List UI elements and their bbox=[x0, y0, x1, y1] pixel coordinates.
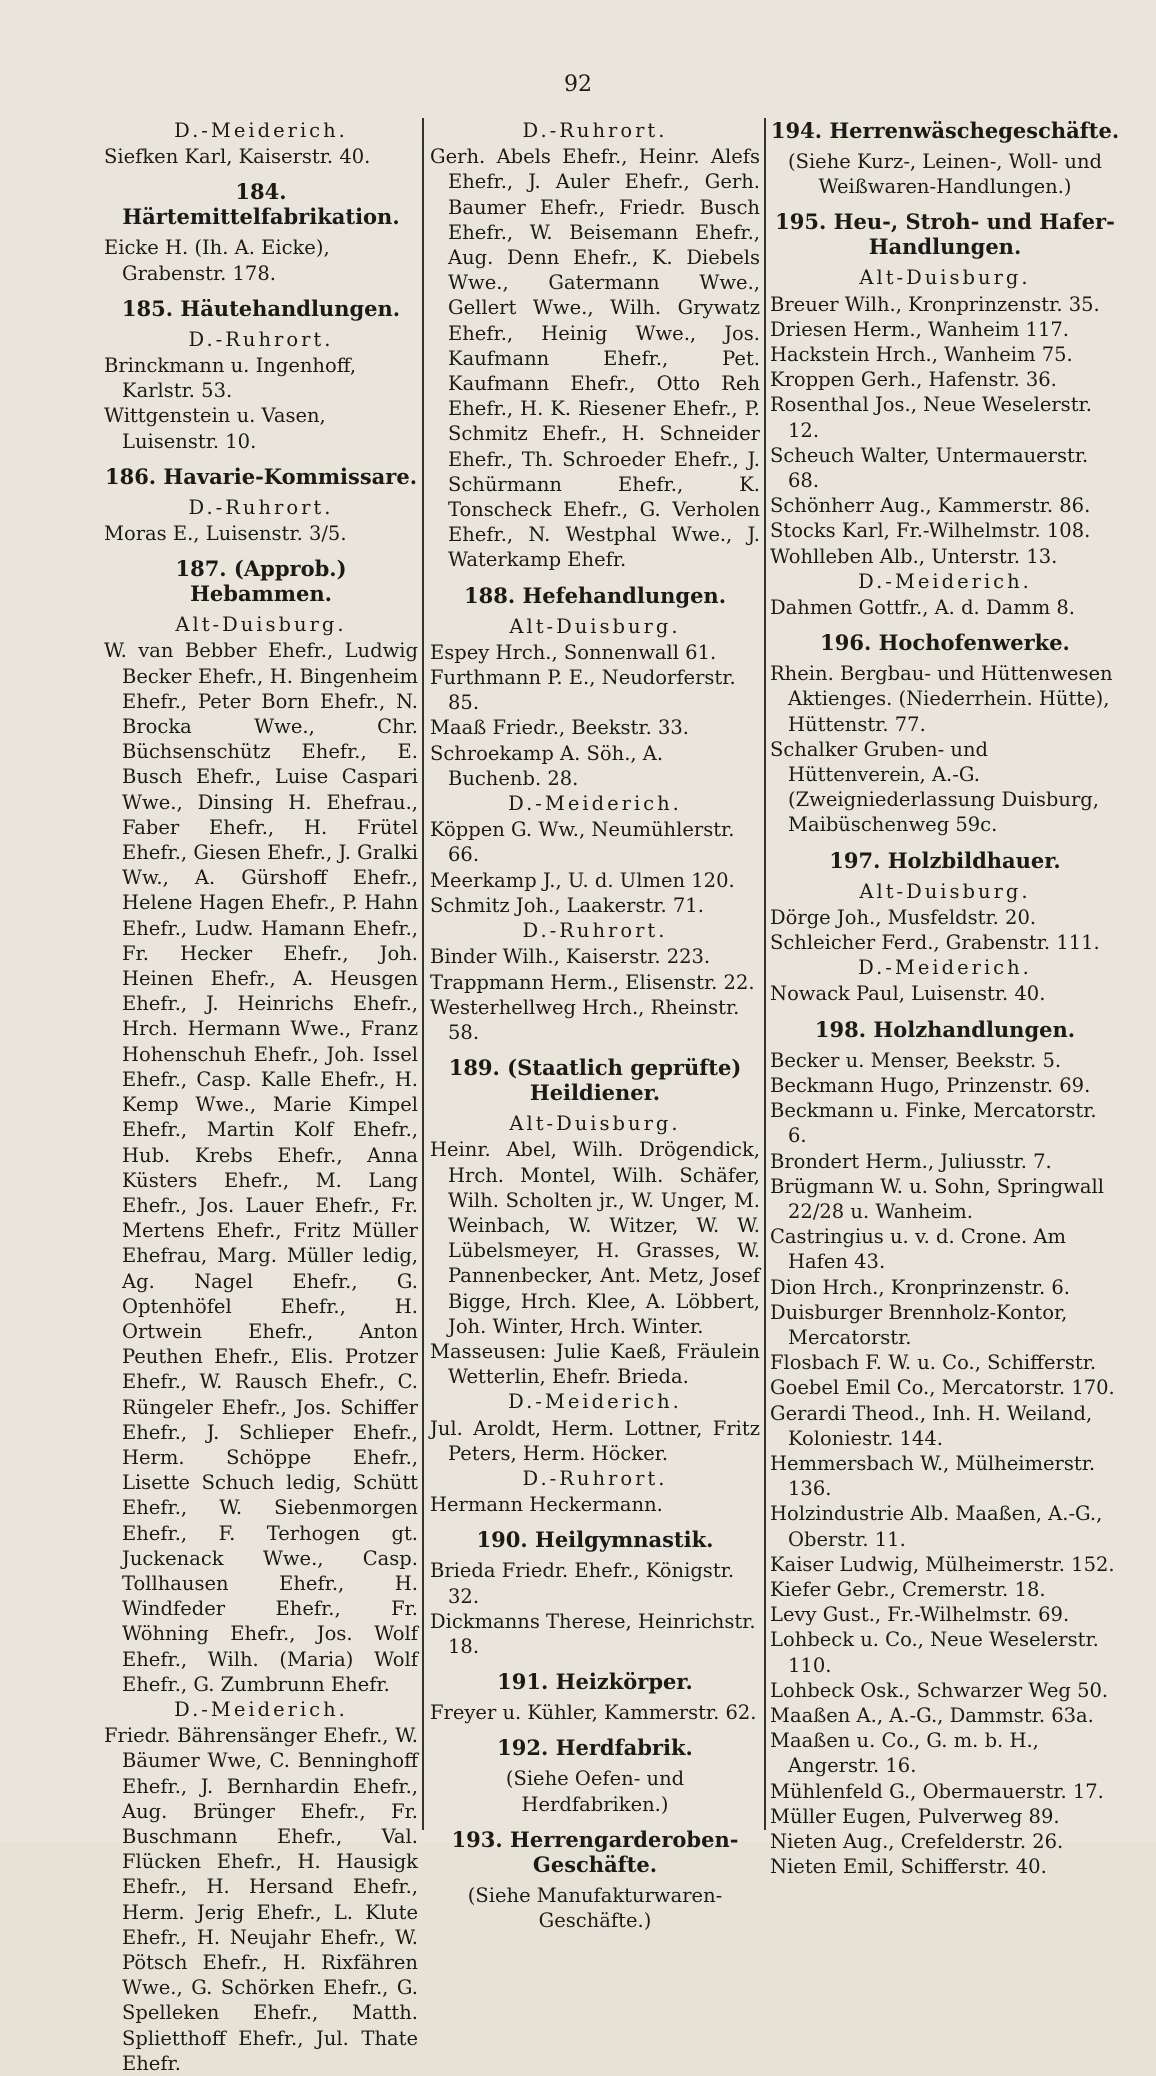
see-note: (Siehe Kurz-, Leinen-, Woll- und Weißwaren-Handlungen.) bbox=[787, 150, 1102, 199]
column-rule-right bbox=[764, 118, 766, 1830]
list-item: Beckmann Hugo, Prinzenstr. 69. bbox=[770, 1073, 1091, 1097]
section-heading-198: 198. Holzhandlungen. bbox=[814, 1016, 1076, 1042]
section-heading-190: 190. Heilgymnastik. bbox=[476, 1527, 714, 1553]
place-heading: D.-Ruhrort. bbox=[188, 495, 334, 519]
place-heading: Alt-Duisburg. bbox=[509, 1112, 681, 1136]
section-heading-196: 196. Hochofenwerke. bbox=[820, 630, 1070, 656]
list-item: Lohbeck Osk., Schwarzer Weg 50. bbox=[770, 1678, 1109, 1702]
list-item: Dörge Joh., Musfeldstr. 20. bbox=[770, 905, 1037, 929]
list-item: Nieten Aug., Crefelderstr. 26. bbox=[770, 1829, 1064, 1853]
place-heading: D.-Ruhrort. bbox=[522, 919, 668, 943]
list-item: Wohlleben Alb., Unterstr. 13. bbox=[770, 544, 1058, 568]
list-item: Lohbeck u. Co., Neue Weselerstr. 110. bbox=[770, 1628, 1099, 1677]
list-item: Holzindustrie Alb. Maaßen, A.-G., Oberstr. 11. bbox=[770, 1502, 1103, 1551]
section-heading-192: 192. Herdfabrik. bbox=[497, 1735, 693, 1761]
place-heading: Alt-Duisburg. bbox=[175, 613, 347, 637]
list-item: Castringius u. v. d. Crone. Am Hafen 43. bbox=[770, 1225, 1066, 1274]
paragraph: Masseusen: Julie Kaeß, Fräulein Wetterlin, Ehefr. Brieda. bbox=[430, 1339, 760, 1389]
place-heading: D.-Meiderich. bbox=[858, 569, 1032, 593]
paragraph: Heinr. Abel, Wilh. Drögendick, Hrch. Montel, Wilh. Schäfer, Wilh. Scholten jr., W. Unger, M. Weinbach, W. Witzer, W. W. Lübelsmeyer, H. Grasses, W. Pannenbecker, Ant. Metz, Josef Bigge, Hrch. Klee, A. Löbbert, Joh. Winter, Hrch. Winter. bbox=[430, 1138, 760, 1338]
list-item: Levy Gust., Fr.-Wilhelmstr. 69. bbox=[770, 1603, 1070, 1627]
list-item: Dahmen Gottfr., A. d. Damm 8. bbox=[770, 596, 1075, 620]
list-item: Schroekamp A. Söh., A. Buchenb. 28. bbox=[430, 741, 664, 790]
list-item: Stocks Karl, Fr.-Wilhelmstr. 108. bbox=[770, 519, 1091, 543]
list-item: Rhein. Bergbau- und Hüttenwesen Aktienges. (Niederrhein. Hütte), Hüttenstr. 77. bbox=[770, 662, 1113, 736]
section-heading-185: 185. Häutehandlungen. bbox=[121, 295, 401, 321]
place-heading: Alt-Duisburg. bbox=[859, 266, 1031, 290]
list-item: Mühlenfeld G., Obermauerstr. 17. bbox=[770, 1779, 1104, 1803]
section-heading-193: 193. Herrengarderoben-Geschäfte. bbox=[451, 1826, 739, 1877]
column-middle bbox=[430, 118, 760, 1933]
list-item: Schönherr Aug., Kammerstr. 86. bbox=[770, 494, 1091, 518]
column-rule-left bbox=[422, 118, 424, 1830]
list-item: Binder Wilh., Kaiserstr. 223. bbox=[430, 945, 711, 969]
list-item: Breuer Wilh., Kronprinzenstr. 35. bbox=[770, 292, 1100, 316]
see-note: (Siehe Manufakturwaren-Geschäfte.) bbox=[467, 1883, 723, 1932]
paragraph: Gerh. Abels Ehefr., Heinr. Alefs Ehefr., J. Auler Ehefr., Gerh. Baumer Ehefr., Friedr. Busch Ehefr., W. Beisemann Ehefr., Aug. Denn Ehefr., K. Diebels Wwe., Gatermann Wwe., Gellert Wwe., Wilh. Grywatz Ehefr., Heinig Wwe., Jos. Kaufmann Ehefr., Pet. Kaufmann Ehefr., Otto Reh Ehefr., H. K. Riesener Ehefr., P. Schmitz Ehefr., H. Schneider Ehefr., Th. Schroeder Ehefr., J. Schürmann Ehefr., K. Tonscheck Ehefr., G. Verholen Ehefr., N. Westphal Wwe., J. Waterkamp Ehefr. bbox=[430, 145, 760, 572]
list-item: Hackstein Hrch., Wanheim 75. bbox=[770, 343, 1073, 367]
list-item: Brieda Friedr. Ehefr., Königstr. 32. bbox=[430, 1559, 735, 1608]
section-heading-187: 187. (Approb.) Hebammen. bbox=[175, 556, 347, 607]
list-item: Köppen G. Ww., Neumühlerstr. 66. bbox=[430, 818, 735, 867]
section-heading-195: 195. Heu-, Stroh- und Hafer-Handlungen. bbox=[775, 209, 1115, 260]
list-item: Driesen Herm., Wanheim 117. bbox=[770, 317, 1069, 341]
list-item: Kiefer Gebr., Cremerstr. 18. bbox=[770, 1577, 1046, 1601]
place-heading: D.-Meiderich. bbox=[174, 119, 348, 142]
place-heading: Alt-Duisburg. bbox=[509, 614, 681, 638]
section-heading-189: 189. (Staatlich geprüfte) Heildiener. bbox=[448, 1055, 742, 1106]
list-item: Nowack Paul, Luisenstr. 40. bbox=[770, 982, 1046, 1006]
place-heading: D.-Ruhrort. bbox=[522, 119, 668, 142]
place-heading: D.-Meiderich. bbox=[174, 1697, 348, 1721]
place-heading: D.-Ruhrort. bbox=[188, 327, 334, 351]
list-item: Siefken Karl, Kaiserstr. 40. bbox=[104, 145, 371, 169]
section-heading-194: 194. Herrenwäschegeschäfte. bbox=[770, 118, 1120, 143]
page-number: 92 bbox=[564, 72, 592, 97]
list-item: Goebel Emil Co., Mercatorstr. 170. bbox=[770, 1376, 1115, 1400]
list-item: Schalker Gruben- und Hüttenverein, A.-G. (Zweigniederlassung Duisburg, Maibüschenweg 59c. bbox=[770, 737, 1099, 837]
list-item: Scheuch Walter, Untermauerstr. 68. bbox=[770, 443, 1089, 493]
list-item: Rosenthal Jos., Neue Weselerstr. 12. bbox=[770, 393, 1092, 442]
list-item: Dion Hrch., Kronprinzenstr. 6. bbox=[770, 1275, 1070, 1299]
place-heading: D.-Meiderich. bbox=[508, 1390, 682, 1414]
place-heading: D.-Meiderich. bbox=[508, 792, 682, 816]
list-item: Westerhellweg Hrch., Rheinstr. 58. bbox=[430, 995, 740, 1044]
section-heading-184: 184. Härtemittelfabrikation. bbox=[122, 179, 400, 230]
column-left bbox=[104, 118, 418, 2076]
list-item: Furthmann P. E., Neudorferstr. 85. bbox=[430, 666, 736, 715]
list-item: Trappmann Herm., Elisenstr. 22. bbox=[430, 970, 755, 994]
paragraph: W. van Bebber Ehefr., Ludwig Becker Ehefr., H. Bingenheim Ehefr., Peter Born Ehefr., N. Brocka Wwe., Chr. Büchsenschütz Ehefr., E. Busch Ehefr., Luise Caspari Wwe., Dinsing H. Ehefrau., Faber Ehefr., H. Frütel Ehefr., Giesen Ehefr., J. Gralki Ww., A. Gürshoff Ehefr., Helene Hagen Ehefr., P. Hahn Ehefr., Ludw. Hamann Ehefr., Fr. Hecker Ehefr., Joh. Heinen Ehefr., A. Heusgen Ehefr., J. Heinrichs Ehefr., Hrch. Hermann Wwe., Franz Hohenschuh Ehefr., Joh. Issel Ehefr., Casp. Kalle Ehefr., H. Kemp Wwe., Marie Kimpel Ehefr., Martin Kolf Ehefr., Hub. Krebs Ehefr., Anna Küsters Ehefr., M. Lang Ehefr., Jos. Lauer Ehefr., Fr. Mertens Ehefr., Fritz Müller Ehefrau, Marg. Müller ledig, Ag. Nagel Ehefr., G. Optenhöfel Ehefr., H. Ortwein Ehefr., Anton Peuthen Ehefr., Elis. Protzer Ehefr., W. Rausch Ehefr., C. Rüngeler Ehefr., Jos. Schiffer Ehefr., J. Schlieper Ehefr., Herm. Schöppe Ehefr., Lisette Schuch ledig, Schütt Ehefr., W. Siebenmorgen Ehefr., F. Terhogen gt. Juckenack Wwe., Casp. Tollhausen Ehefr., H. Windfeder Ehefr., Fr. Wöhning Ehefr., Jos. Wolf Ehefr., Wilh. (Maria) Wolf Ehefr., G. Zumbrunn Ehefr. bbox=[104, 639, 418, 1696]
list-item: Kroppen Gerh., Hafenstr. 36. bbox=[770, 368, 1057, 392]
list-item: Gerardi Theod., Inh. H. Weiland, Koloniestr. 144. bbox=[770, 1401, 1093, 1450]
place-heading: D.-Meiderich. bbox=[858, 956, 1032, 980]
list-item: Maaß Friedr., Beekstr. 33. bbox=[430, 716, 689, 740]
list-item: Eicke H. (Ih. A. Eicke), Grabenstr. 178. bbox=[104, 236, 330, 285]
section-heading-191: 191. Heizkörper. bbox=[497, 1669, 693, 1695]
list-item: Schleicher Ferd., Grabenstr. 111. bbox=[770, 931, 1100, 955]
list-item: Wittgenstein u. Vasen, Luisenstr. 10. bbox=[104, 404, 326, 453]
paragraph: Friedr. Bährensänger Ehefr., W. Bäumer Wwe, C. Benninghoff Ehefr., J. Bernhardin Ehefr., Aug. Brünger Ehefr., Fr. Buschmann Ehefr., Val. Flücken Ehefr., H. Hausigk Ehefr., H. Hersand Ehefr., Herm. Jerig Ehefr., L. Klute Ehefr., H. Neujahr Ehefr., W. Pötsch Ehefr., H. Rixfähren Wwe., G. Schörken Ehefr., G. Spelleken Ehefr., Matth. Splietthoff Ehefr., Jul. Thate Ehefr. bbox=[104, 1724, 418, 2075]
list-item: Dickmanns Therese, Heinrichstr. 18. bbox=[430, 1609, 756, 1658]
list-item: Beckmann u. Finke, Mercatorstr. 6. bbox=[770, 1099, 1097, 1148]
section-heading-197: 197. Holzbildhauer. bbox=[829, 847, 1061, 873]
list-item: Brinckmann u. Ingenhoff, Karlstr. 53. bbox=[104, 354, 357, 403]
list-item: Nieten Emil, Schifferstr. 40. bbox=[770, 1855, 1047, 1879]
list-item: Brügmann W. u. Sohn, Springwall 22/28 u. Wanheim. bbox=[770, 1174, 1104, 1223]
section-heading-188: 188. Hefehandlungen. bbox=[463, 582, 727, 608]
list-item: Hemmersbach W., Mülheimerstr. 136. bbox=[770, 1451, 1096, 1501]
list-item: Moras E., Luisenstr. 3/5. bbox=[104, 522, 347, 546]
holzhandlungen-list bbox=[770, 1048, 1120, 1880]
list-item: Duisburger Brennholz-Kontor, Mercatorstr. bbox=[770, 1300, 1068, 1349]
list-item: Kaiser Ludwig, Mülheimerstr. 152. bbox=[770, 1552, 1115, 1576]
list-item: Meerkamp J., U. d. Ulmen 120. bbox=[430, 868, 735, 892]
section-heading-186: 186. Havarie-Kommissare. bbox=[104, 463, 418, 489]
column-right bbox=[770, 118, 1120, 1879]
list-item: Schmitz Joh., Laakerstr. 71. bbox=[430, 893, 704, 917]
list-item: Brondert Herm., Juliusstr. 7. bbox=[770, 1149, 1052, 1173]
list-item: Hermann Heckermann. bbox=[430, 1493, 663, 1517]
list-item: Maaßen u. Co., G. m. b. H., Angerstr. 16. bbox=[770, 1729, 1039, 1778]
list-item: Espey Hrch., Sonnenwall 61. bbox=[430, 640, 717, 664]
list-item: Becker u. Menser, Beekstr. 5. bbox=[770, 1048, 1062, 1072]
paragraph: Jul. Aroldt, Herm. Lottner, Fritz Peters, Herm. Höcker. bbox=[430, 1416, 760, 1465]
list-item: Flosbach F. W. u. Co., Schifferstr. bbox=[770, 1351, 1097, 1375]
place-heading: D.-Ruhrort. bbox=[522, 1466, 668, 1490]
list-item: Müller Eugen, Pulverweg 89. bbox=[770, 1804, 1060, 1828]
place-heading: Alt-Duisburg. bbox=[859, 879, 1031, 903]
list-item: Freyer u. Kühler, Kammerstr. 62. bbox=[430, 1701, 757, 1725]
list-item: Maaßen A., A.-G., Dammstr. 63a. bbox=[770, 1703, 1094, 1727]
see-note: (Siehe Oefen- und Herdfabriken.) bbox=[505, 1767, 685, 1816]
